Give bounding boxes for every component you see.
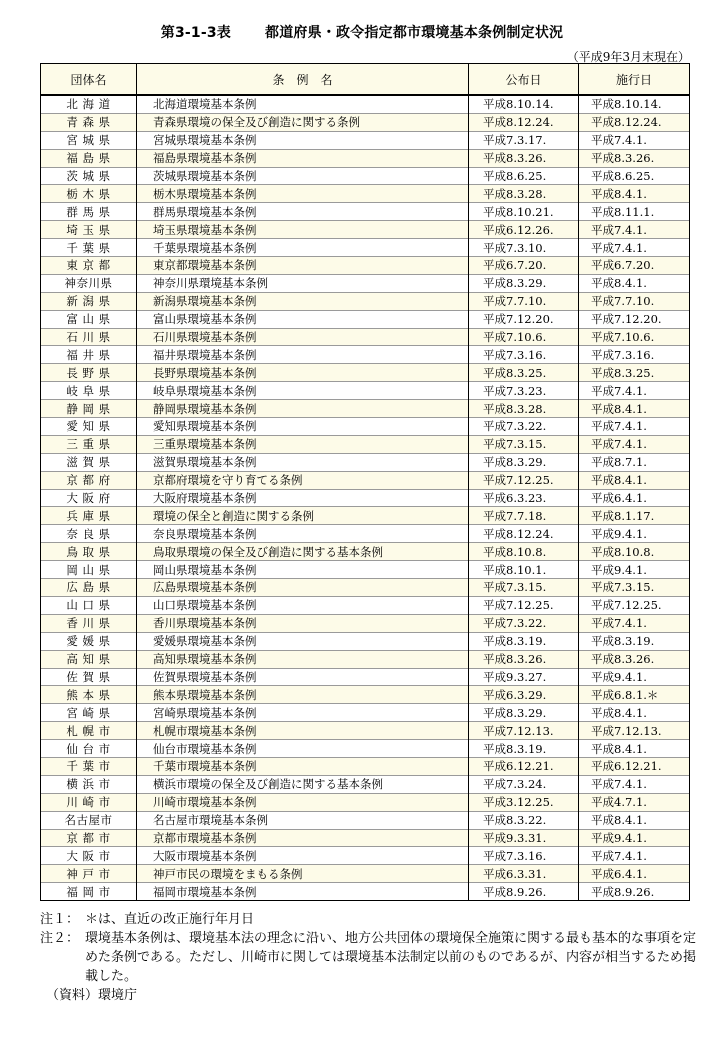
cell-entity: 静 岡 県 xyxy=(41,400,137,418)
cell-promulgated-date: 平成8.10.1. xyxy=(469,561,579,579)
cell-effective-date: 平成8.4.1. xyxy=(579,400,690,418)
cell-effective-date: 平成7.4.1. xyxy=(579,221,690,239)
table-row xyxy=(41,686,690,704)
cell-entity: 北 海 道 xyxy=(41,95,137,113)
cell-entity: 長 野 県 xyxy=(41,364,137,382)
cell-promulgated-date: 平成7.3.22. xyxy=(469,418,579,436)
cell-law-name: 大阪府環境基本条例 xyxy=(137,489,469,507)
cell-effective-date: 平成8.4.1. xyxy=(579,185,690,203)
cell-law-name: 茨城県環境基本条例 xyxy=(137,167,469,185)
cell-promulgated-date: 平成7.12.13. xyxy=(469,722,579,740)
cell-entity: 新 潟 県 xyxy=(41,292,137,310)
cell-promulgated-date: 平成7.3.24. xyxy=(469,775,579,793)
table-row xyxy=(41,167,690,185)
cell-promulgated-date: 平成6.3.31. xyxy=(469,865,579,883)
cell-entity: 栃 木 県 xyxy=(41,185,137,203)
cell-law-name: 埼玉県環境基本条例 xyxy=(137,221,469,239)
cell-effective-date: 平成7.10.6. xyxy=(579,328,690,346)
cell-effective-date: 平成8.3.19. xyxy=(579,632,690,650)
cell-law-name: 愛媛県環境基本条例 xyxy=(137,632,469,650)
table-row xyxy=(41,400,690,418)
table-row xyxy=(41,328,690,346)
cell-effective-date: 平成8.4.1. xyxy=(579,740,690,758)
cell-law-name: 高知県環境基本条例 xyxy=(137,650,469,668)
cell-law-name: 川崎市環境基本条例 xyxy=(137,793,469,811)
table-row xyxy=(41,668,690,686)
cell-effective-date: 平成7.4.1. xyxy=(579,239,690,257)
cell-law-name: 香川県環境基本条例 xyxy=(137,614,469,632)
cell-law-name: 札幌市環境基本条例 xyxy=(137,722,469,740)
cell-entity: 仙 台 市 xyxy=(41,740,137,758)
cell-law-name: 青森県環境の保全及び創造に関する条例 xyxy=(137,113,469,131)
table-row xyxy=(41,704,690,722)
cell-effective-date: 平成8.10.14. xyxy=(579,95,690,113)
table-row xyxy=(41,364,690,382)
cell-law-name: 京都市環境基本条例 xyxy=(137,829,469,847)
cell-entity: 奈 良 県 xyxy=(41,525,137,543)
cell-entity: 滋 賀 県 xyxy=(41,453,137,471)
cell-effective-date: 平成8.3.26. xyxy=(579,650,690,668)
cell-promulgated-date: 平成9.3.27. xyxy=(469,668,579,686)
cell-entity: 高 知 県 xyxy=(41,650,137,668)
cell-promulgated-date: 平成7.3.15. xyxy=(469,435,579,453)
cell-promulgated-date: 平成8.3.26. xyxy=(469,149,579,167)
table-row xyxy=(41,239,690,257)
cell-promulgated-date: 平成8.3.29. xyxy=(469,274,579,292)
cell-law-name: 熊本県環境基本条例 xyxy=(137,686,469,704)
cell-law-name: 宮崎県環境基本条例 xyxy=(137,704,469,722)
cell-law-name: 仙台市環境基本条例 xyxy=(137,740,469,758)
table-row xyxy=(41,453,690,471)
cell-effective-date: 平成8.7.1. xyxy=(579,453,690,471)
cell-promulgated-date: 平成6.12.26. xyxy=(469,221,579,239)
table-row xyxy=(41,722,690,740)
cell-entity: 愛 媛 県 xyxy=(41,632,137,650)
cell-effective-date: 平成8.3.26. xyxy=(579,149,690,167)
cell-promulgated-date: 平成7.7.18. xyxy=(469,507,579,525)
cell-entity: 大 阪 市 xyxy=(41,847,137,865)
cell-effective-date: 平成8.12.24. xyxy=(579,113,690,131)
cell-promulgated-date: 平成3.12.25. xyxy=(469,793,579,811)
table-row xyxy=(41,435,690,453)
cell-law-name: 大阪市環境基本条例 xyxy=(137,847,469,865)
cell-effective-date: 平成8.3.25. xyxy=(579,364,690,382)
cell-law-name: 富山県環境基本条例 xyxy=(137,310,469,328)
cell-effective-date: 平成9.4.1. xyxy=(579,525,690,543)
cell-entity: 札 幌 市 xyxy=(41,722,137,740)
table-row xyxy=(41,274,690,292)
cell-promulgated-date: 平成8.10.21. xyxy=(469,203,579,221)
table-title xyxy=(0,22,724,42)
table-row xyxy=(41,579,690,597)
cell-law-name: 三重県環境基本条例 xyxy=(137,435,469,453)
cell-entity: 香 川 県 xyxy=(41,614,137,632)
cell-entity: 埼 玉 県 xyxy=(41,221,137,239)
table-row xyxy=(41,257,690,275)
cell-promulgated-date: 平成7.3.23. xyxy=(469,382,579,400)
cell-effective-date: 平成8.4.1. xyxy=(579,704,690,722)
cell-promulgated-date: 平成8.3.25. xyxy=(469,364,579,382)
cell-entity: 広 島 県 xyxy=(41,579,137,597)
cell-law-name: 岡山県環境基本条例 xyxy=(137,561,469,579)
table-row xyxy=(41,793,690,811)
cell-entity: 群 馬 県 xyxy=(41,203,137,221)
header-law: 条 例 名 xyxy=(137,64,469,96)
cell-promulgated-date: 平成6.3.29. xyxy=(469,686,579,704)
cell-promulgated-date: 平成8.12.24. xyxy=(469,525,579,543)
cell-promulgated-date: 平成7.12.20. xyxy=(469,310,579,328)
header-entity: 団体名 xyxy=(41,64,137,96)
cell-effective-date: 平成7.12.25. xyxy=(579,596,690,614)
cell-law-name: 横浜市環境の保全及び創造に関する基本条例 xyxy=(137,775,469,793)
cell-promulgated-date: 平成7.3.15. xyxy=(469,579,579,597)
cell-promulgated-date: 平成8.3.28. xyxy=(469,185,579,203)
cell-entity: 佐 賀 県 xyxy=(41,668,137,686)
note-text: 環境基本条例は、環境基本法の理念に沿い、地方公共団体の環境保全施策に関する最も基本的な事項を定めた条例である。ただし、川崎市に関しては環境基本法制定以前のものであるが、内容が相当するため掲載した。 xyxy=(85,931,697,984)
cell-effective-date: 平成8.4.1. xyxy=(579,471,690,489)
cell-effective-date: 平成9.4.1. xyxy=(579,829,690,847)
table-row xyxy=(41,221,690,239)
cell-law-name: 広島県環境基本条例 xyxy=(137,579,469,597)
cell-promulgated-date: 平成7.10.6. xyxy=(469,328,579,346)
cell-entity: 千 葉 市 xyxy=(41,757,137,775)
note-label: 注１： xyxy=(40,912,80,927)
cell-entity: 石 川 県 xyxy=(41,328,137,346)
cell-effective-date: 平成7.4.1. xyxy=(579,614,690,632)
cell-law-name: 愛知県環境基本条例 xyxy=(137,418,469,436)
cell-entity: 福 島 県 xyxy=(41,149,137,167)
cell-entity: 福 井 県 xyxy=(41,346,137,364)
table-row xyxy=(41,149,690,167)
cell-law-name: 名古屋市環境基本条例 xyxy=(137,811,469,829)
cell-law-name: 鳥取県環境の保全及び創造に関する基本条例 xyxy=(137,543,469,561)
cell-entity: 宮 崎 県 xyxy=(41,704,137,722)
cell-entity: 福 岡 市 xyxy=(41,883,137,901)
cell-law-name: 神奈川県環境基本条例 xyxy=(137,274,469,292)
note-text: ＊は、直近の改正施行年月日 xyxy=(85,912,255,927)
cell-entity: 京 都 市 xyxy=(41,829,137,847)
table-row xyxy=(41,382,690,400)
cell-promulgated-date: 平成8.3.29. xyxy=(469,704,579,722)
cell-promulgated-date: 平成8.3.28. xyxy=(469,400,579,418)
cell-entity: 東 京 都 xyxy=(41,257,137,275)
cell-effective-date: 平成8.11.1. xyxy=(579,203,690,221)
cell-law-name: 東京都環境基本条例 xyxy=(137,257,469,275)
cell-promulgated-date: 平成8.10.8. xyxy=(469,543,579,561)
as-of-date: （平成9年3月末現在） xyxy=(566,50,690,64)
cell-effective-date: 平成9.4.1. xyxy=(579,668,690,686)
cell-promulgated-date: 平成7.12.25. xyxy=(469,596,579,614)
cell-promulgated-date: 平成8.3.29. xyxy=(469,453,579,471)
cell-promulgated-date: 平成6.3.23. xyxy=(469,489,579,507)
cell-promulgated-date: 平成7.3.16. xyxy=(469,847,579,865)
cell-effective-date: 平成8.4.1. xyxy=(579,274,690,292)
cell-entity: 富 山 県 xyxy=(41,310,137,328)
cell-entity: 横 浜 市 xyxy=(41,775,137,793)
cell-promulgated-date: 平成9.3.31. xyxy=(469,829,579,847)
cell-entity: 名古屋市 xyxy=(41,811,137,829)
cell-entity: 神奈川県 xyxy=(41,274,137,292)
table-body xyxy=(41,95,690,901)
cell-effective-date: 平成8.10.8. xyxy=(579,543,690,561)
cell-law-name: 群馬県環境基本条例 xyxy=(137,203,469,221)
cell-law-name: 福井県環境基本条例 xyxy=(137,346,469,364)
cell-effective-date: 平成9.4.1. xyxy=(579,561,690,579)
cell-effective-date: 平成8.1.17. xyxy=(579,507,690,525)
cell-law-name: 静岡県環境基本条例 xyxy=(137,400,469,418)
cell-promulgated-date: 平成8.9.26. xyxy=(469,883,579,901)
cell-promulgated-date: 平成8.6.25. xyxy=(469,167,579,185)
table-row xyxy=(41,489,690,507)
table-row xyxy=(41,113,690,131)
cell-law-name: 宮城県環境基本条例 xyxy=(137,131,469,149)
cell-effective-date: 平成7.7.10. xyxy=(579,292,690,310)
cell-entity: 鳥 取 県 xyxy=(41,543,137,561)
table-row xyxy=(41,883,690,901)
cell-effective-date: 平成8.4.1. xyxy=(579,811,690,829)
cell-law-name: 福島県環境基本条例 xyxy=(137,149,469,167)
table-row xyxy=(41,525,690,543)
cell-law-name: 岐阜県環境基本条例 xyxy=(137,382,469,400)
table-header-row xyxy=(41,64,690,96)
cell-effective-date: 平成6.7.20. xyxy=(579,257,690,275)
table-row xyxy=(41,418,690,436)
table-row xyxy=(41,811,690,829)
cell-law-name: 石川県環境基本条例 xyxy=(137,328,469,346)
cell-effective-date: 平成7.4.1. xyxy=(579,382,690,400)
cell-entity: 川 崎 市 xyxy=(41,793,137,811)
cell-effective-date: 平成7.3.15. xyxy=(579,579,690,597)
cell-promulgated-date: 平成8.10.14. xyxy=(469,95,579,113)
table-row xyxy=(41,829,690,847)
cell-law-name: 山口県環境基本条例 xyxy=(137,596,469,614)
cell-law-name: 長野県環境基本条例 xyxy=(137,364,469,382)
cell-law-name: 新潟県環境基本条例 xyxy=(137,292,469,310)
cell-law-name: 環境の保全と創造に関する条例 xyxy=(137,507,469,525)
cell-promulgated-date: 平成7.3.10. xyxy=(469,239,579,257)
table-row xyxy=(41,847,690,865)
cell-promulgated-date: 平成8.3.26. xyxy=(469,650,579,668)
cell-entity: 茨 城 県 xyxy=(41,167,137,185)
table-title-text: 都道府県・政令指定都市環境基本条例制定状況 xyxy=(265,25,564,41)
cell-law-name: 千葉市環境基本条例 xyxy=(137,757,469,775)
cell-promulgated-date: 平成8.3.19. xyxy=(469,632,579,650)
cell-promulgated-date: 平成7.7.10. xyxy=(469,292,579,310)
cell-entity: 京 都 府 xyxy=(41,471,137,489)
cell-entity: 神 戸 市 xyxy=(41,865,137,883)
cell-promulgated-date: 平成7.3.16. xyxy=(469,346,579,364)
source: （資料）環境庁 xyxy=(46,988,138,1003)
note-1 xyxy=(40,910,700,929)
cell-promulgated-date: 平成6.7.20. xyxy=(469,257,579,275)
table-row xyxy=(41,650,690,668)
cell-effective-date: 平成6.4.1. xyxy=(579,489,690,507)
cell-entity: 千 葉 県 xyxy=(41,239,137,257)
cell-entity: 山 口 県 xyxy=(41,596,137,614)
table-row xyxy=(41,757,690,775)
header-effective: 施行日 xyxy=(579,64,690,96)
cell-effective-date: 平成7.4.1. xyxy=(579,435,690,453)
table-number: 第3-1-3表 xyxy=(160,25,232,41)
cell-effective-date: 平成7.4.1. xyxy=(579,847,690,865)
cell-promulgated-date: 平成8.3.22. xyxy=(469,811,579,829)
cell-effective-date: 平成8.9.26. xyxy=(579,883,690,901)
table-row xyxy=(41,346,690,364)
table-row xyxy=(41,471,690,489)
cell-effective-date: 平成7.12.20. xyxy=(579,310,690,328)
ordinance-table xyxy=(40,63,690,901)
table-row xyxy=(41,203,690,221)
cell-promulgated-date: 平成6.12.21. xyxy=(469,757,579,775)
cell-promulgated-date: 平成8.3.19. xyxy=(469,740,579,758)
cell-law-name: 千葉県環境基本条例 xyxy=(137,239,469,257)
cell-entity: 青 森 県 xyxy=(41,113,137,131)
cell-effective-date: 平成7.4.1. xyxy=(579,418,690,436)
table-row xyxy=(41,632,690,650)
cell-effective-date: 平成7.12.13. xyxy=(579,722,690,740)
cell-promulgated-date: 平成7.3.22. xyxy=(469,614,579,632)
table-row xyxy=(41,507,690,525)
cell-effective-date: 平成4.7.1. xyxy=(579,793,690,811)
table-row xyxy=(41,543,690,561)
note-label: 注２： xyxy=(40,931,80,946)
table-row xyxy=(41,775,690,793)
cell-promulgated-date: 平成7.3.17. xyxy=(469,131,579,149)
note-2 xyxy=(40,929,700,986)
cell-law-name: 神戸市民の環境をまもる条例 xyxy=(137,865,469,883)
table-row xyxy=(41,596,690,614)
cell-entity: 熊 本 県 xyxy=(41,686,137,704)
cell-entity: 岡 山 県 xyxy=(41,561,137,579)
cell-law-name: 福岡市環境基本条例 xyxy=(137,883,469,901)
cell-law-name: 滋賀県環境基本条例 xyxy=(137,453,469,471)
cell-promulgated-date: 平成7.12.25. xyxy=(469,471,579,489)
cell-entity: 大 阪 府 xyxy=(41,489,137,507)
header-promulgated: 公布日 xyxy=(469,64,579,96)
table-row xyxy=(41,740,690,758)
table-row xyxy=(41,614,690,632)
cell-entity: 兵 庫 県 xyxy=(41,507,137,525)
cell-entity: 愛 知 県 xyxy=(41,418,137,436)
table-row xyxy=(41,310,690,328)
cell-effective-date: 平成6.12.21. xyxy=(579,757,690,775)
table-row xyxy=(41,95,690,113)
cell-law-name: 佐賀県環境基本条例 xyxy=(137,668,469,686)
table-row xyxy=(41,131,690,149)
cell-promulgated-date: 平成8.12.24. xyxy=(469,113,579,131)
cell-effective-date: 平成8.6.25. xyxy=(579,167,690,185)
cell-entity: 三 重 県 xyxy=(41,435,137,453)
cell-entity: 岐 阜 県 xyxy=(41,382,137,400)
cell-law-name: 奈良県環境基本条例 xyxy=(137,525,469,543)
cell-law-name: 北海道環境基本条例 xyxy=(137,95,469,113)
cell-law-name: 京都府環境を守り育てる条例 xyxy=(137,471,469,489)
table-row xyxy=(41,561,690,579)
cell-effective-date: 平成6.8.1.＊ xyxy=(579,686,690,704)
table-row xyxy=(41,292,690,310)
cell-effective-date: 平成7.3.16. xyxy=(579,346,690,364)
cell-effective-date: 平成7.4.1. xyxy=(579,775,690,793)
cell-law-name: 栃木県環境基本条例 xyxy=(137,185,469,203)
cell-entity: 宮 城 県 xyxy=(41,131,137,149)
cell-effective-date: 平成6.4.1. xyxy=(579,865,690,883)
cell-effective-date: 平成7.4.1. xyxy=(579,131,690,149)
table-row xyxy=(41,865,690,883)
notes xyxy=(40,910,700,1005)
table-row xyxy=(41,185,690,203)
